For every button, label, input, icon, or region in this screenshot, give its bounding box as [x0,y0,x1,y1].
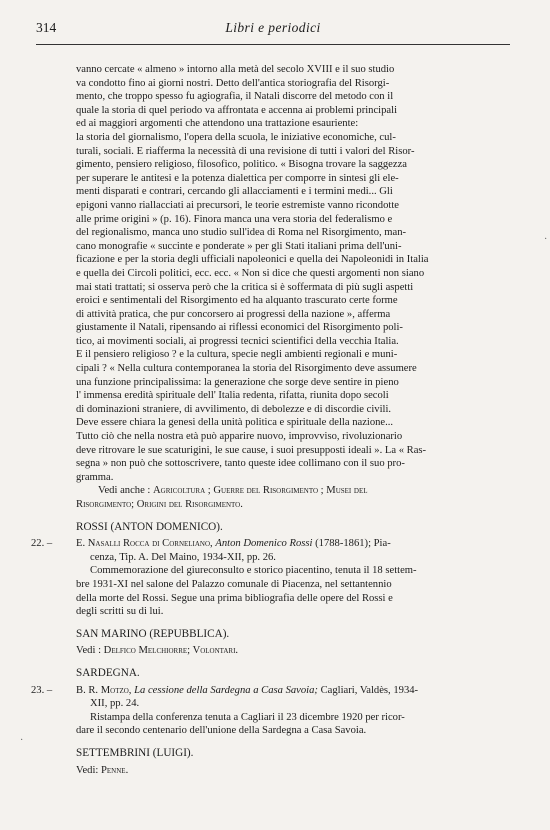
see-also-refs-continued: Risorgimento; Origini del Risorgimento. [76,499,243,510]
paragraph-line: eroici e sentimentali del Risorgimento ed ha alquanto trascurato certe forme [76,295,398,307]
paragraph-line: di dominazioni straniere, di avvilimento, di debolezze e di discordie civili. [76,403,392,415]
paragraph-line: ficazione e per la storia degli ufficiali napoleonici e quella dei Napoleonidi in Italia [76,254,429,266]
entry-citation-rest: (1788-1861); Pia- [312,538,391,550]
see-refs: Delfico Melchiorre; Volontari. [103,645,239,657]
paragraph-line: cipali ? « Nella cultura contemporanea la storia del Risorgimento deve assumere [76,363,417,375]
entry-citation-rest: Cagliari, Valdès, 1934- [317,684,419,696]
paragraph-line: Deve essere chiara la genesi della unità politica e spirituale della nazione... [76,417,394,429]
see-prefix: Vedi: [76,764,102,776]
entry-citation [76,537,510,564]
section-heading-san-marino: SAN MARINO (REPUBBLICA). [76,627,230,640]
paragraph-line: ed ai maggiori argomenti che attendono una trattazione esauriente: [76,118,359,130]
paragraph-line: una funzione principalissima: la generazione che sorge deve sentire in pieno [76,376,399,388]
entry-description-line: dare il secondo centenario dell'unione della Sardegna a Casa Savoia. [76,725,367,737]
entry-title: Anton Domenico Rossi [215,538,313,550]
entry-description-line: della morte del Rossi. Segue una prima bibliografia delle opere del Rossi e [76,592,393,604]
paragraph-line: di attività pratica, che pur concorsero ai progressi della nazione », afferma [76,308,391,320]
paragraph-line: la storia del giornalismo, l'opera della scuola, le iniziative economiche, cul- [76,131,396,143]
margin-mark: · [544,234,548,245]
bibliography-entry-23 [31,684,510,738]
page-body [31,63,510,777]
see-line-settembrini [76,764,510,778]
paragraph-line: Tutto ciò che nella nostra età può apparire nuovo, improvviso, rivoluzionario [76,431,403,443]
see-refs: Penne. [101,764,129,776]
paragraph-line: tico, ai movimenti sociali, ai progressi tecnici scientifici della vecchia Italia. [76,335,399,347]
paragraph-line: e quella dei Circoli politici, ecc. ecc. « Non si dice che questi argomenti non siano [76,267,425,279]
entry-title: La cessione della Sardegna a Casa Savoia; [134,684,318,696]
paragraph-line: giustamente il Natali, ripensando ai riflessi economici del Risorgimento poli- [76,322,403,334]
paragraph-line: per superare le antitesi e la potenza dialettica per comporre in sintesi gli ele- [76,172,399,184]
entry-description [76,711,510,738]
entry-author: B. R. Motzo, [76,684,132,696]
paragraph-line: menti disparati e contrari, cercando gli allacciamenti e i termini medi... Gli [76,186,393,198]
entry-description-line: Ristampa della conferenza tenuta a Cagliari il 23 dicembre 1920 per ricor- [90,711,405,723]
paragraph-line: mento, che troppo spesso fu agiografia, il Natali discorre del metodo con il [76,91,394,103]
header-rule [36,44,510,45]
paragraph-line: deve ritrovare le sue scaturigini, le sue cause, i suoi presupposti ideali ». La « Ras- [76,444,427,456]
running-title: Libri e periodici [225,20,321,35]
entry-description-line: Commemorazione del giureconsulto e storico piacentino, tenuta il 18 settem- [90,565,417,577]
page-number: 314 [36,20,57,35]
section-heading-sardegna: SARDEGNA. [76,666,140,679]
paragraph-line: E il pensiero religioso ? e la cultura, specie negli ambienti regionali e muni- [76,349,398,361]
paragraph-line: quale la storia di quel periodo va affrontata e accenna ai problemi principali [76,104,398,116]
paragraph-line: vanno cercate « almeno » intorno alla metà del secolo XVIII e il suo studio [76,64,395,75]
entry-description-line: degli scritti su di lui. [76,606,164,618]
entry-number: 22. – [31,538,53,550]
paragraph-line: alle prime origini » (p. 16). Finora manca una vera storia del federalismo e [76,213,393,225]
entry-number: 23. – [31,684,53,696]
see-prefix: Vedi : [76,645,104,657]
paragraph-line: epigoni vanno riallacciati ai precursori, le teorie estremiste vanno ricondotte [76,199,399,211]
entry-description [76,564,510,618]
margin-mark: · [20,735,24,746]
paragraph-line: va condotto fino ai giorni nostri. Detto dell'antica storiografia del Risorgi- [76,77,390,89]
paragraph-line: l' immensa eredità spirituale dell' Italia redenta, rifatta, riunita dopo secoli [76,390,389,402]
review-paragraph [76,63,510,484]
entry-description-line: bre 1931-XI nel salone del Palazzo comunale di Piacenza, nel settantennio [76,578,392,590]
entry-publication: cenza, Tip. A. Del Maino, 1934-XII, pp. 26. [90,551,276,563]
see-line-san-marino [76,644,510,658]
see-also-line [76,484,510,498]
see-also-refs: Agricoltura ; Guerre del Risorgimento ; Musei del [153,485,368,497]
entry-author: E. Nasalli Rocca di Corneliano, [76,538,213,550]
paragraph-line: segna » non può che sottoscrivere, tanto queste idee collimano con il suo pro- [76,458,405,470]
review-paragraph-text [76,63,510,484]
running-header [36,20,510,40]
entry-citation [76,684,510,711]
section-heading-rossi: ROSSI (ANTON DOMENICO). [76,520,223,533]
bibliography-entry-22 [31,537,510,619]
paragraph-line: gramma. [76,471,114,483]
paragraph-line: mai stati trattati; si osserva però che la critica si è soffermata di più sugli aspetti [76,281,414,293]
section-heading-settembrini: SETTEMBRINI (LUIGI). [76,746,194,759]
paragraph-line: gimento, pensiero religioso, filosofico, politico. « Bisogna trovare la saggezza [76,159,407,171]
paragraph-line: turali, sociali. E riafferma la necessità di una revisione di tutti i valori del Risor- [76,145,415,157]
entry-publication: XII, pp. 24. [90,698,140,710]
see-also-prefix: Vedi anche : [98,485,154,497]
paragraph-line: del regionalismo, manca uno studio sull'idea di Roma nel Risorgimento, man- [76,227,407,239]
paragraph-line: cano monografie « succinte e ponderate » per gli Stati italiani prima dell'uni- [76,240,402,252]
